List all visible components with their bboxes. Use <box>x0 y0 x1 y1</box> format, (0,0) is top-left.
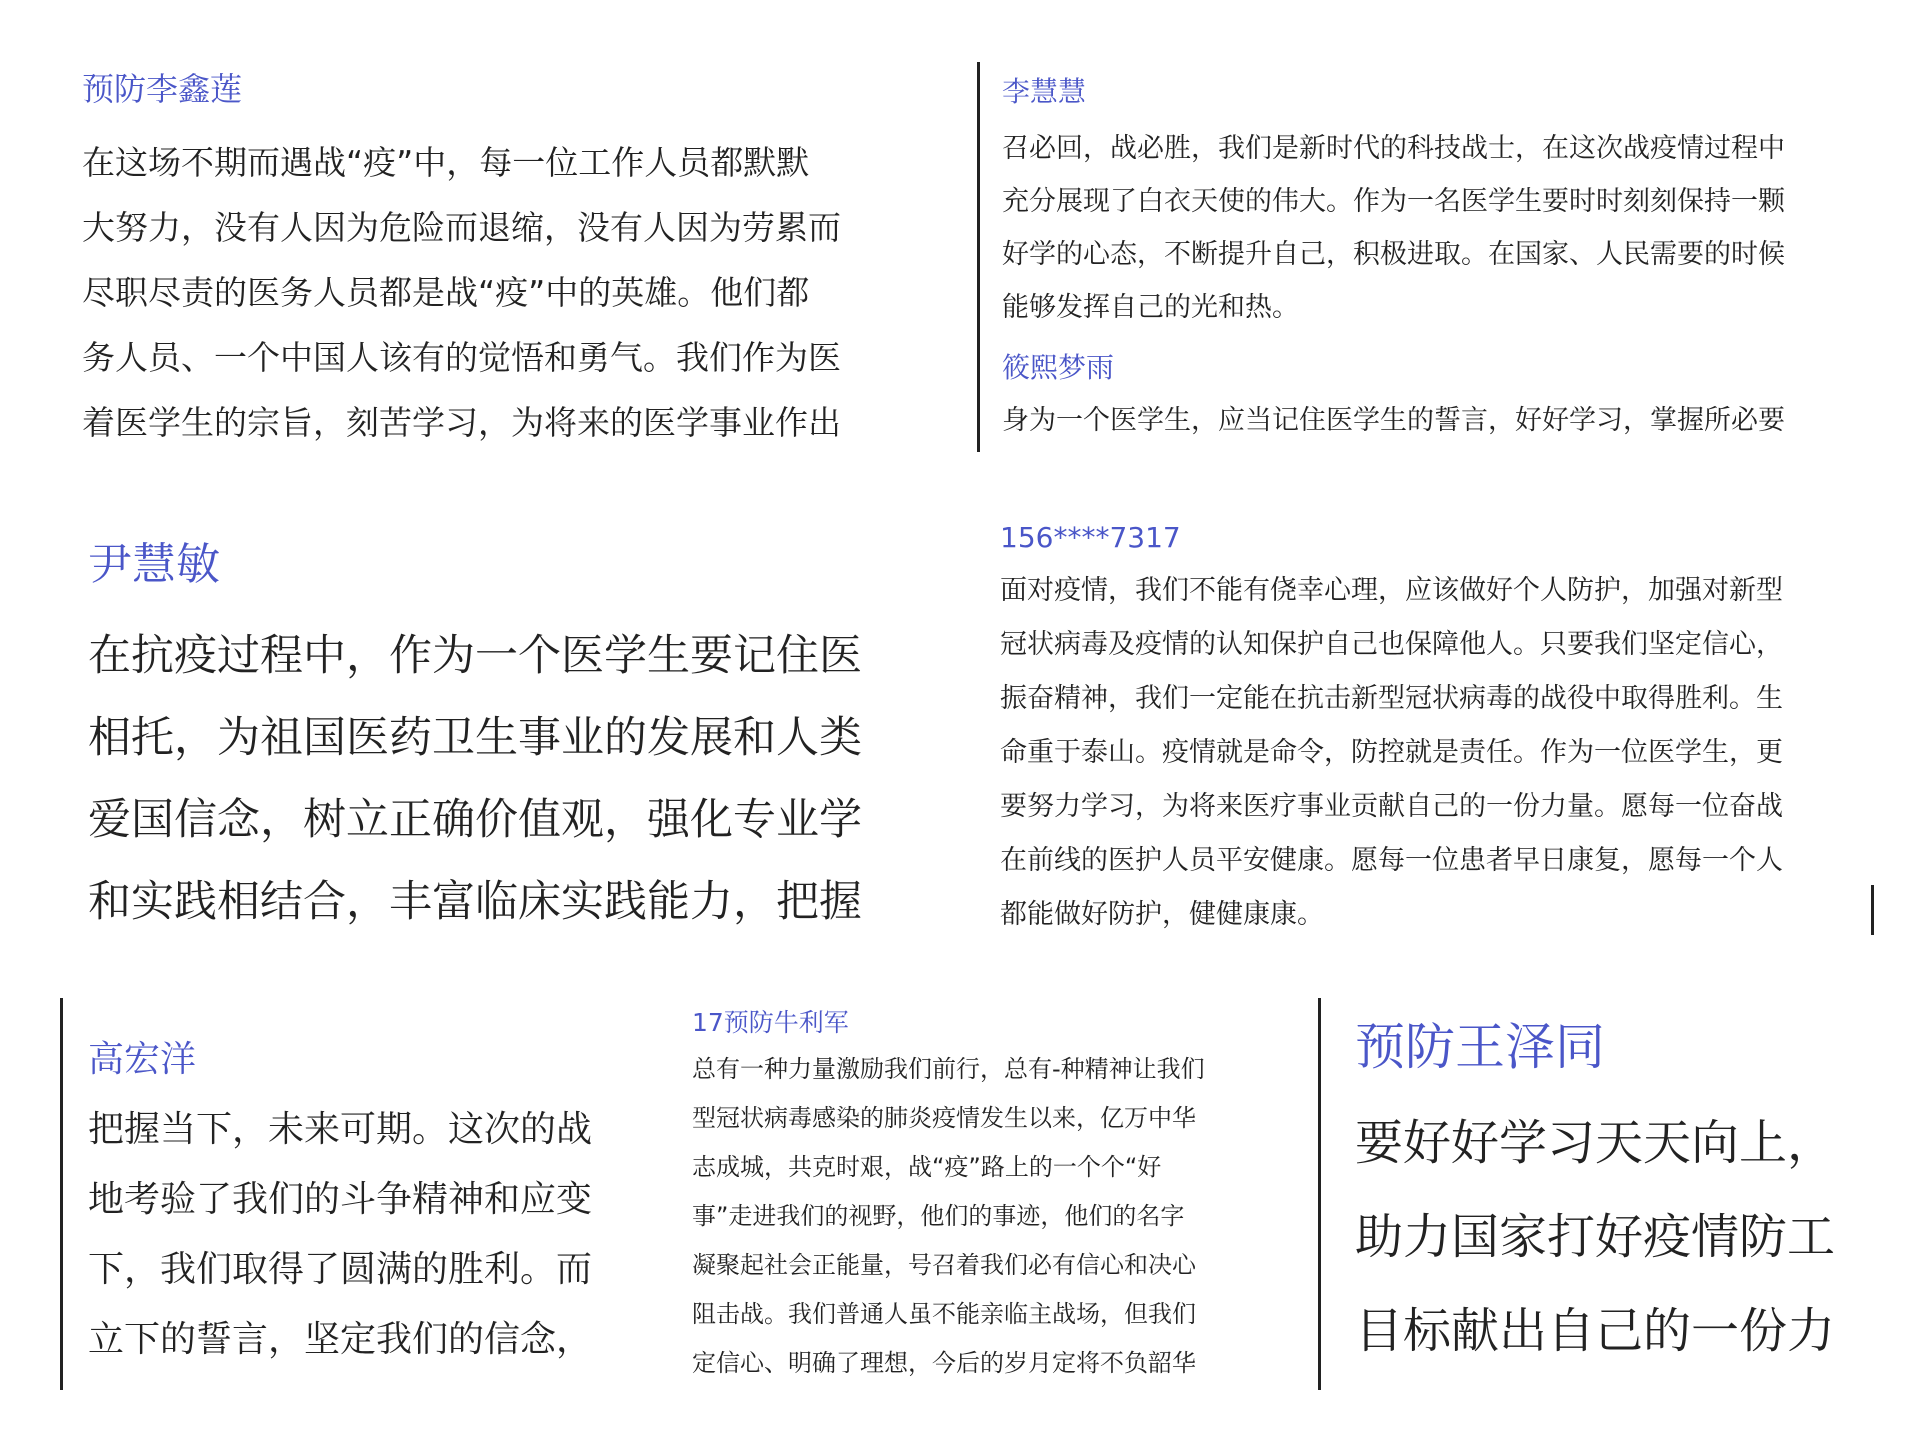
comment-line: 冠状病毒及疫情的认知保护自己也保障他人。只要我们坚定信心， <box>1000 629 1783 660</box>
comment-line: 在这场不期而遇战“疫”中，每一位工作人员都默默 <box>82 143 810 182</box>
comment-line: 好学的心态，不断提升自己，积极进取。在国家、人民需要的时候 <box>1002 239 1785 270</box>
comment-line: 总有一种力量激励我们前行，总有-种精神让我们 <box>692 1055 1205 1083</box>
comment-line: 把握当下，未来可期。这次的战 <box>88 1109 593 1150</box>
comment-line: 能够发挥自己的光和热。 <box>1002 292 1299 323</box>
divider-line <box>60 998 63 1390</box>
comment-card-1 <box>82 68 922 446</box>
author-name: 17预防牛利军 <box>692 1008 849 1037</box>
comment-line: 振奋精神，我们一定能在抗击新型冠状病毒的战役中取得胜利。生 <box>1000 683 1783 714</box>
comment-line: 下，我们取得了圆满的胜利。而 <box>88 1249 593 1290</box>
comment-line: 着医学生的宗旨，刻苦学习，为将来的医学事业作出 <box>82 403 841 442</box>
comment-line: 务人员、一个中国人该有的觉悟和勇气。我们作为医 <box>82 338 841 377</box>
comment-line: 尽职尽责的医务人员都是战“疫”中的英雄。他们都 <box>82 273 810 312</box>
author-name: 李慧慧 <box>1002 75 1087 108</box>
comment-line: 大努力，没有人因为危险而退缩，没有人因为劳累而 <box>82 208 841 247</box>
comment-line: 面对疫情，我们不能有侥幸心理，应该做好个人防护，加强对新型 <box>1000 575 1783 606</box>
comment-line: 目标献出自己的一份力 <box>1355 1303 1836 1359</box>
author-name: 尹慧敏 <box>88 539 220 590</box>
comment-line: 阻击战。我们普通人虽不能亲临主战场，但我们 <box>692 1300 1196 1328</box>
comment-line: 充分展现了白衣天使的伟大。作为一名医学生要时时刻刻保持一颗 <box>1002 186 1785 217</box>
comment-line: 都能做好防护，健健康康。 <box>1000 899 1324 930</box>
comment-line: 爱国信念，树立正确价值观，强化专业学 <box>88 795 862 845</box>
comment-card-5 <box>1000 520 1885 940</box>
comment-line: 立下的誓言，坚定我们的信念， <box>88 1319 593 1360</box>
comment-line: 地考验了我们的斗争精神和应变 <box>88 1179 593 1220</box>
author-name: 预防王泽同 <box>1355 1018 1605 1076</box>
comment-line: 事”走进我们的视野，他们的事迹，他们的名字 <box>692 1202 1185 1230</box>
comment-line: 相托，为祖国医药卫生事业的发展和人类 <box>88 713 862 763</box>
comment-line: 定信心、明确了理想，今后的岁月定将不负韶华 <box>692 1349 1196 1377</box>
comment-line: 在前线的医护人员平安健康。愿每一位患者早日康复，愿每一个人 <box>1000 845 1783 876</box>
text-cursor <box>1871 885 1874 935</box>
comment-line: 要努力学习，为将来医疗事业贡献自己的一份力量。愿每一位奋战 <box>1000 791 1783 822</box>
comment-line: 召必回，战必胜，我们是新时代的科技战士，在这次战疫情过程中 <box>1002 133 1785 164</box>
author-name: 筱熙梦雨 <box>1002 351 1115 384</box>
comment-card-7 <box>692 1005 1266 1390</box>
comment-line: 型冠状病毒感染的肺炎疫情发生以来，亿万中华 <box>692 1104 1196 1132</box>
comment-line: 身为一个医学生，应当记住医学生的誓言，好好学习，掌握所必要 <box>1002 405 1785 436</box>
comment-line: 命重于泰山。疫情就是命令，防控就是责任。作为一位医学生，更 <box>1000 737 1783 768</box>
comment-card-6 <box>88 1035 620 1385</box>
comment-card-3 <box>1002 348 1882 448</box>
author-name: 156****7317 <box>1000 521 1181 554</box>
comment-line: 在抗疫过程中，作为一个医学生要记住医 <box>88 631 862 681</box>
comment-card-4 <box>88 535 923 930</box>
comment-card-2 <box>1002 72 1882 332</box>
divider-line <box>977 62 980 452</box>
comment-line: 凝聚起社会正能量，号召着我们必有信心和决心 <box>692 1251 1196 1279</box>
comment-line: 助力国家打好疫情防工 <box>1355 1209 1836 1265</box>
divider-line <box>1318 998 1321 1390</box>
author-name: 高宏洋 <box>88 1039 197 1080</box>
comment-line: 志成城，共克时艰，战“疫”路上的一个个“好 <box>692 1153 1162 1181</box>
comment-line: 要好好学习天天向上， <box>1355 1115 1836 1171</box>
comment-card-8 <box>1355 1012 1875 1382</box>
author-name: 预防李鑫莲 <box>82 70 243 108</box>
comment-line: 和实践相结合，丰富临床实践能力，把握 <box>88 877 862 927</box>
